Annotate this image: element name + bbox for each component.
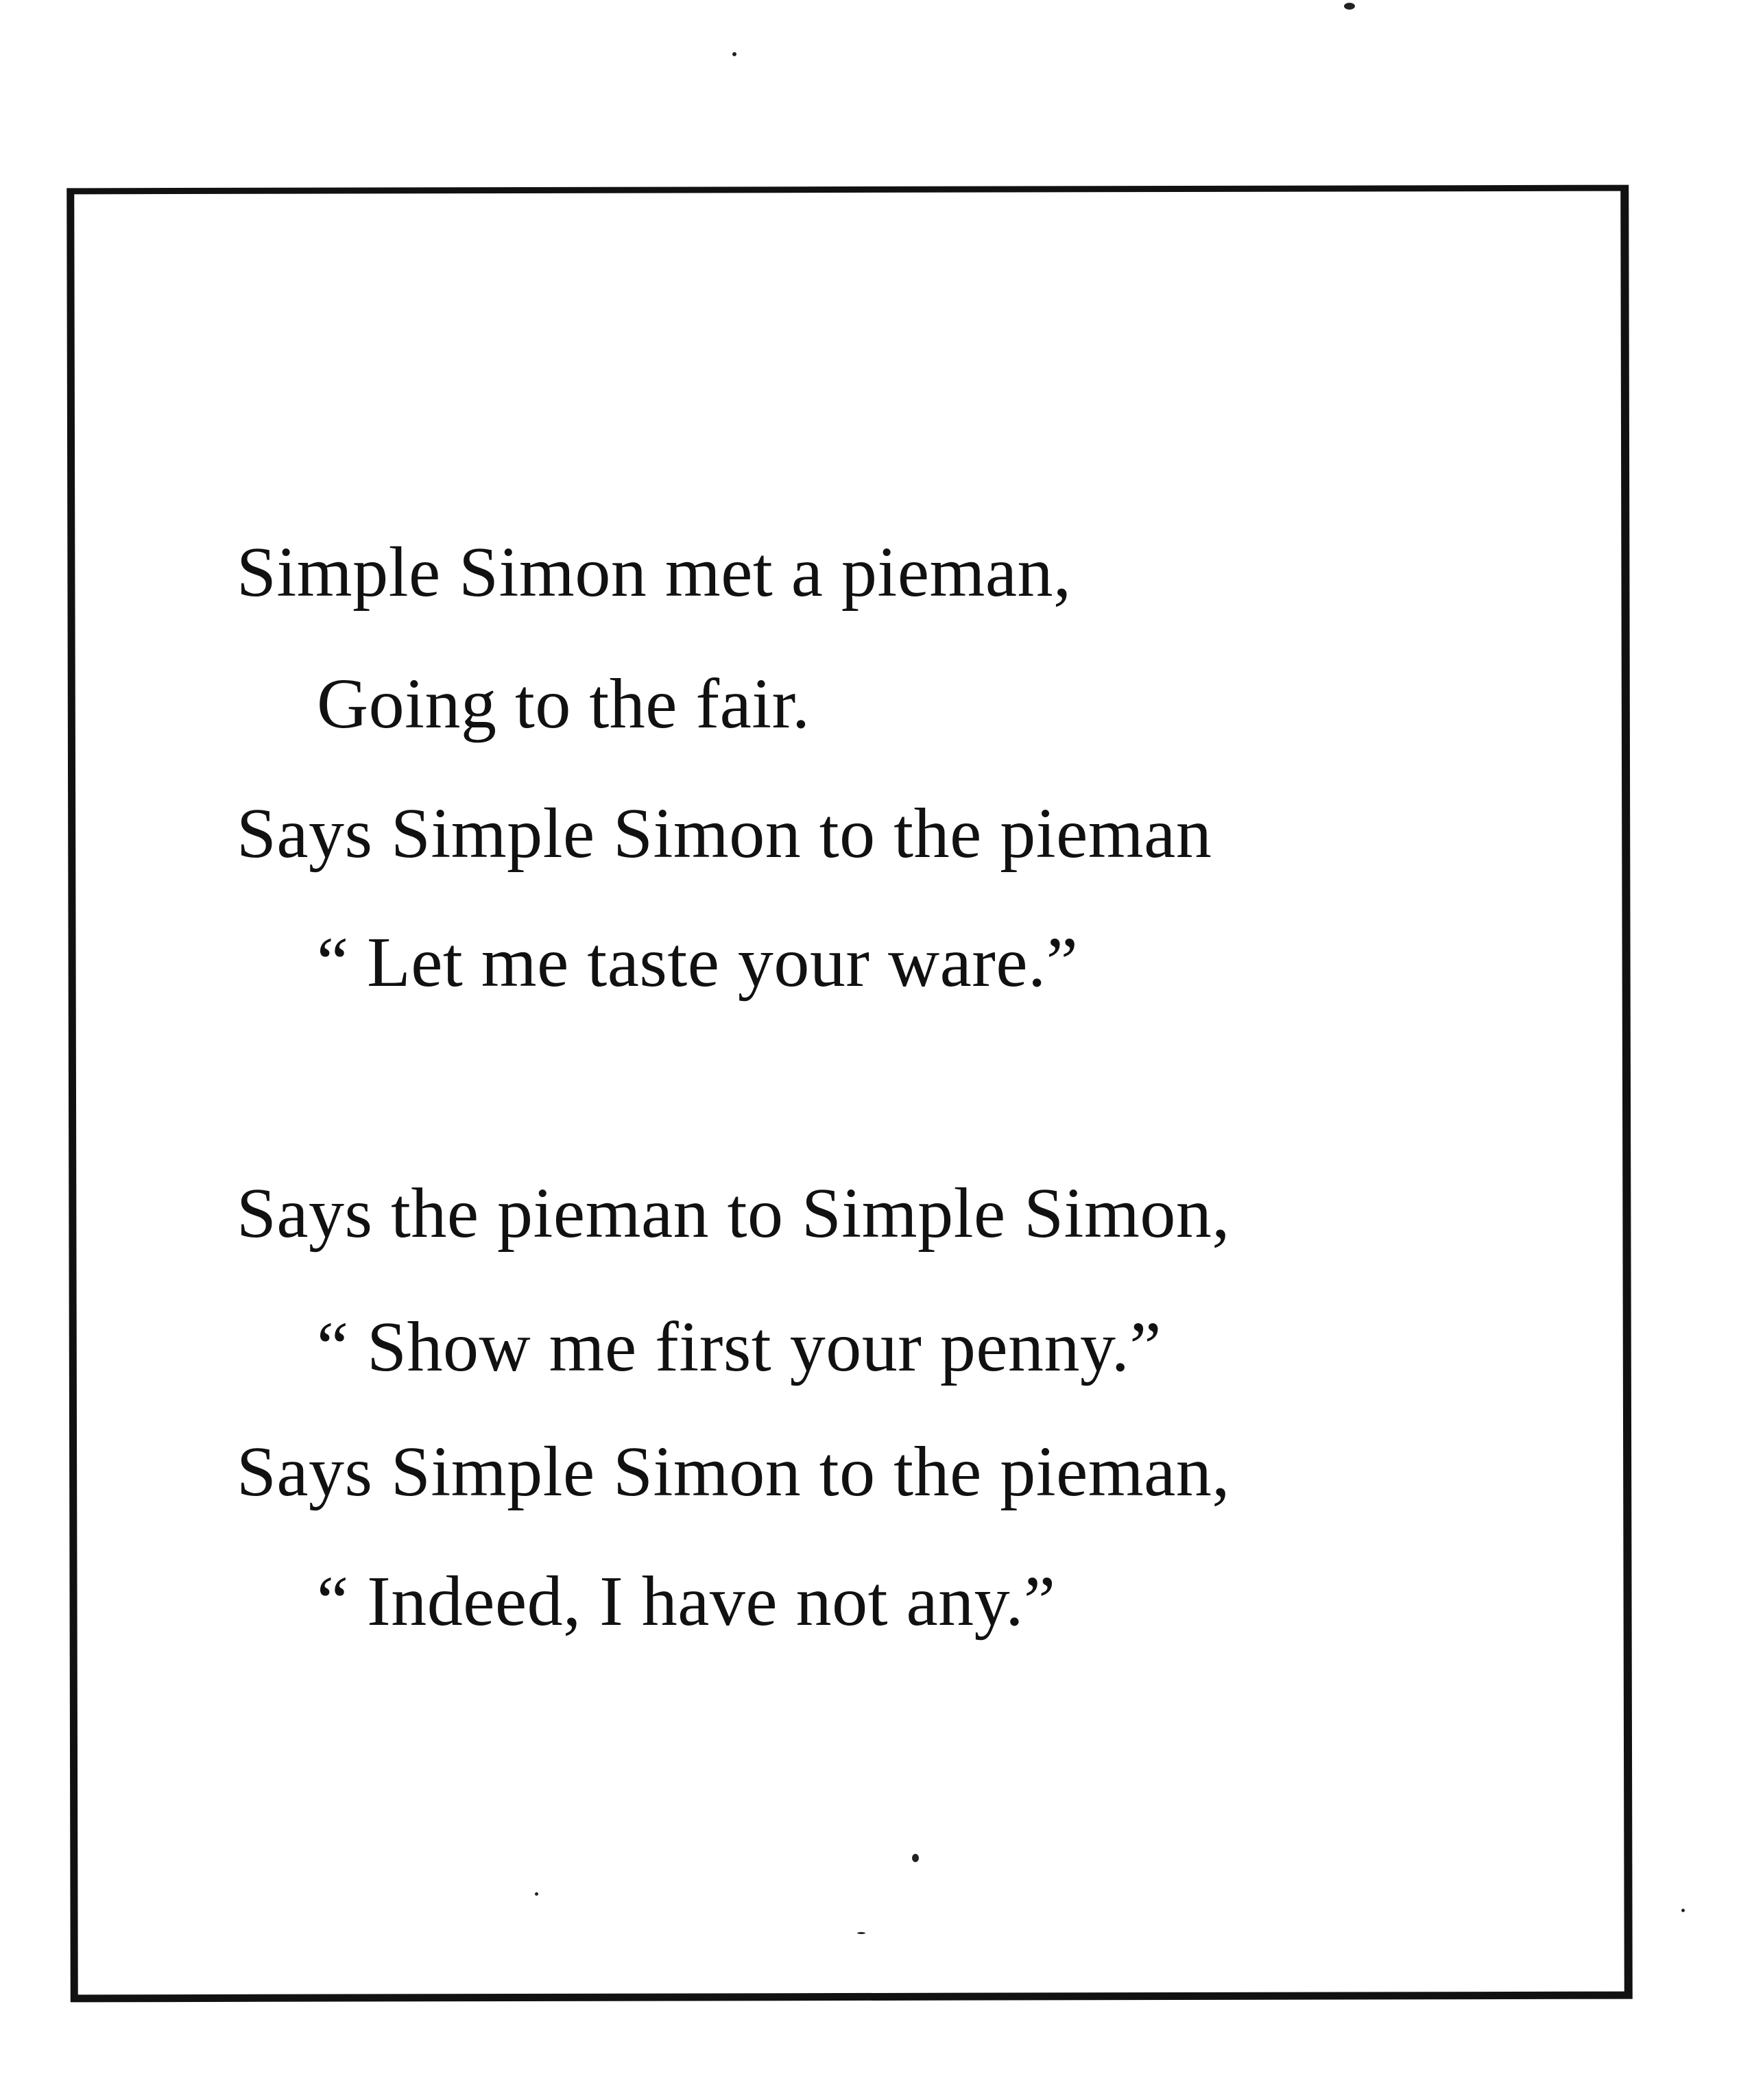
poem-line: Simple Simon met a pieman, [237,533,1072,612]
page-border-frame [67,185,1633,2003]
print-speck [535,1892,538,1896]
print-speck [732,52,736,56]
poem-line: “ Let me taste your ware.” [317,923,1079,1002]
poem-line: Going to the fair. [317,664,811,743]
poem-line: Says Simple Simon to the pieman [237,794,1212,873]
poem-line: Says the pieman to Simple Simon, [237,1174,1230,1253]
print-speck [1681,1909,1685,1912]
poem-line: “ Show me first your penny.” [317,1307,1162,1386]
print-speck [857,1932,865,1934]
print-speck [912,1854,919,1862]
poem-line: “ Indeed, I have not any.” [317,1562,1056,1641]
poem-line: Says Simple Simon to the pieman, [237,1432,1230,1511]
print-speck [1344,3,1355,10]
